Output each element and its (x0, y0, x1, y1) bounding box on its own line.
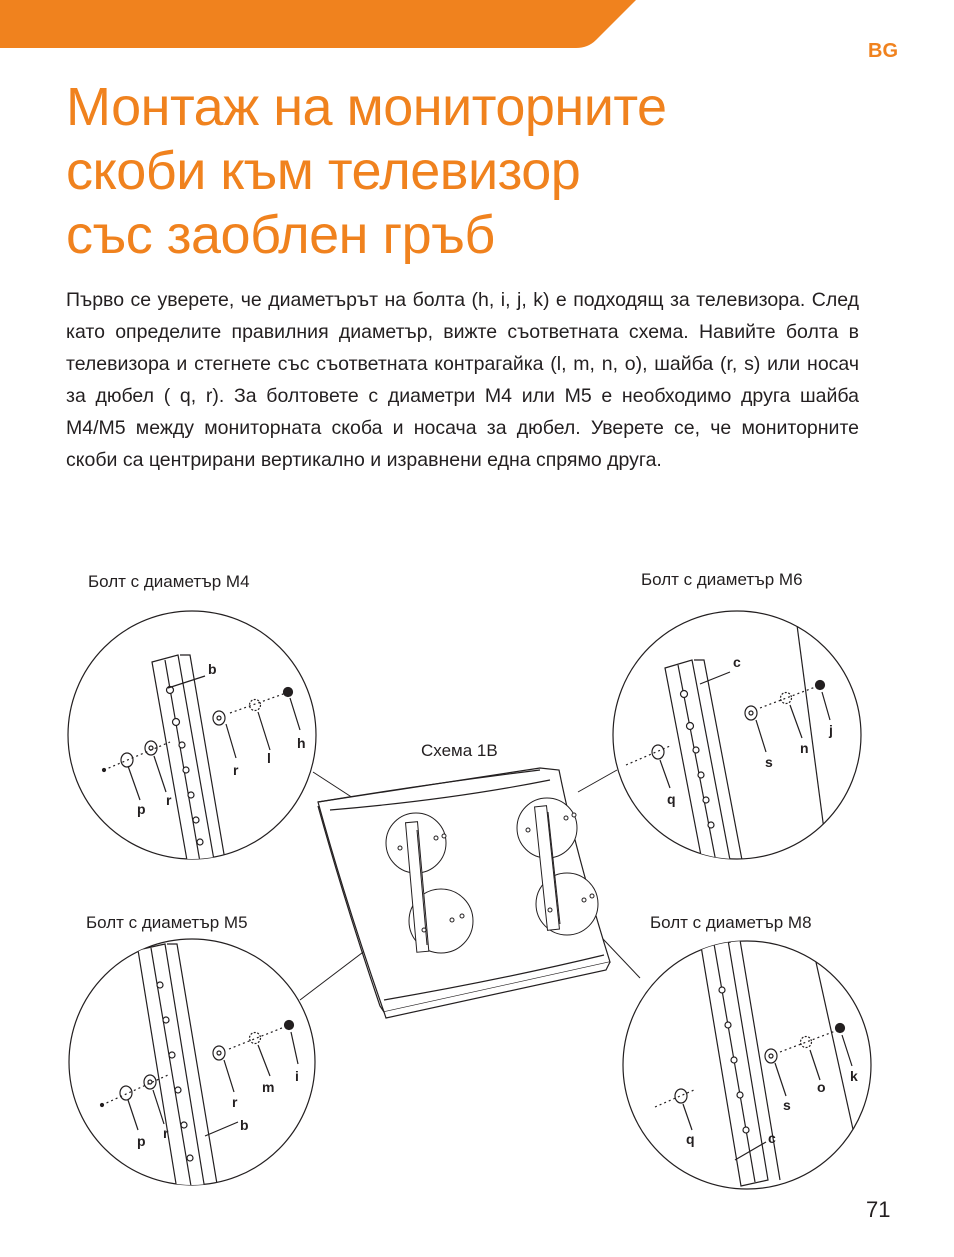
part-r-m4-b: r (166, 792, 172, 808)
language-code: BG (868, 40, 898, 62)
part-b-m5: b (240, 1117, 249, 1133)
page-title (66, 75, 886, 267)
part-c-m8: c (768, 1130, 776, 1146)
part-j: j (829, 722, 833, 738)
label-bolt-m5: Болт с диаметър M5 (86, 913, 248, 932)
part-o: o (817, 1079, 826, 1095)
part-b-m4: b (208, 661, 217, 677)
part-l: l (267, 750, 271, 766)
instructions-paragraph: Първо се уверете, че диаметърът на болта (h, i, j, k) е подходящ за телевизора. След като определите правилния диаметър, вижте съответната схема. Навийте болта в телевизора и стегнете със съответната контрагайка (l, m, n, o), шайба (r, s) или носач за дюбел ( q, r). За болтовете с диаметри M4 или M5 е необходимо друга шайба M4/M5 между мониторната скоба и носача за дюбел. Уверете се, че мониторните скоби са центрирани вертикално и изравнени една спрямо друга. (66, 289, 859, 471)
part-r-m5-b: r (163, 1125, 169, 1141)
detail-m5 (69, 939, 315, 1196)
label-bolt-m6: Болт с диаметър M6 (641, 570, 803, 589)
part-h: h (297, 735, 306, 751)
part-i: i (295, 1068, 299, 1084)
header-accent-bar (0, 0, 954, 48)
detail-m6 (613, 610, 861, 866)
part-r-m4-a: r (233, 762, 239, 778)
title-line-1: Монтаж на мониторните (66, 77, 667, 137)
part-q-m8: q (686, 1131, 695, 1147)
label-scheme-1b: Схема 1В (421, 741, 498, 760)
part-k: k (850, 1068, 858, 1084)
part-q-m6: q (667, 791, 676, 807)
mounting-diagram (0, 560, 954, 1200)
label-bolt-m8: Болт с диаметър M8 (650, 913, 812, 932)
title-line-3: със заоблен гръб (66, 205, 495, 265)
part-s-m8: s (783, 1097, 791, 1113)
part-c-m6: c (733, 654, 741, 670)
part-p-m4: p (137, 801, 146, 817)
detail-m8 (623, 934, 871, 1189)
title-line-2: скоби към телевизор (66, 141, 581, 201)
detail-m4 (68, 611, 316, 866)
label-bolt-m4: Болт с диаметър M4 (88, 572, 250, 591)
part-m: m (262, 1079, 275, 1095)
page-number: 71 (866, 1197, 891, 1222)
part-s-m6: s (765, 754, 773, 770)
part-n: n (800, 740, 809, 756)
part-p-m5: p (137, 1133, 146, 1149)
part-r-m5-a: r (232, 1094, 238, 1110)
